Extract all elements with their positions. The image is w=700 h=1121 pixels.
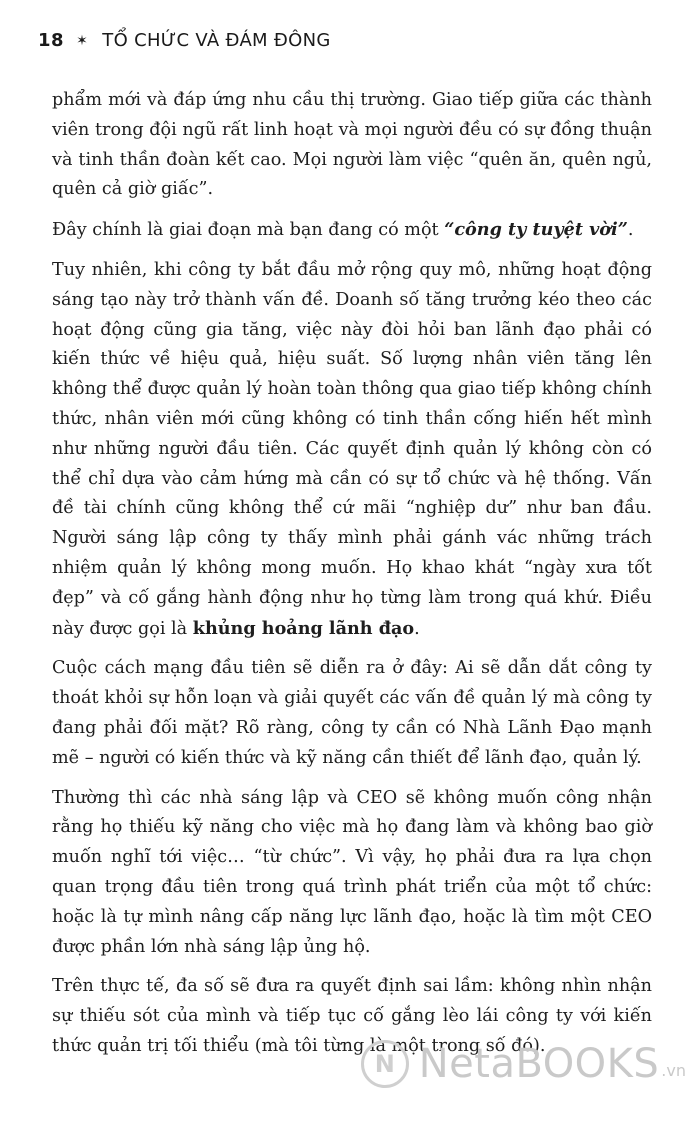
paragraph: Thường thì các nhà sáng lập và CEO sẽ không muốn công nhận rằng họ thiếu kỹ năng cho việc mà họ đang làm và không bao giờ muốn nghĩ tới việc… “từ chức”. Vì vậy, họ phải đưa ra lựa chọn quan trọng đầu tiên trong quá trình phát triển của một tổ chức: hoặc là tự mình nâng cấp năng lực lãnh đạo, hoặc là tìm một CEO được phần lớn nhà sáng lập ủng hộ. (52, 787, 652, 957)
running-title: TỔ CHỨC VÀ ĐÁM ĐÔNG (102, 30, 331, 51)
text-run: Tuy nhiên, khi công ty bắt đầu mở rộng quy mô, những hoạt động sáng tạo này trở thành vấn đề. Doanh số tăng trưởng kéo theo các hoạt động cũng gia tăng, việc này đòi hỏi ban lãnh đạo phải có kiến thức về hiệu quả, hiệu suất. Số lượng nhân viên tăng lên không thể được quản lý hoàn toàn thông qua giao tiếp không chính thức, nhân viên mới cũng không có tinh thần cống hiến hết mình như những người đầu tiên. Các quyết định quản lý không còn có thể chỉ dựa vào cảm hứng mà cần có sự tổ chức và hệ thống. Vấn đề tài chính cũng không thể cứ mãi “nghiệp dư” như ban đầu. Người sáng lập công ty thấy mình phải gánh vác những trách nhiệm quản lý không mong muốn. Họ khao khát “ngày xưa tốt đẹp” và cố gắng hành động như họ từng làm trong quá khứ. Điều này được gọi là (52, 259, 652, 639)
text-run: . (627, 220, 634, 241)
paragraph (52, 256, 652, 644)
paragraph (52, 215, 652, 246)
watermark (361, 1040, 686, 1088)
text-run: Đây chính là giai đoạn mà bạn đang có một (52, 220, 445, 241)
netabooks-logo-icon: N (361, 1040, 409, 1088)
body-text (52, 86, 652, 1072)
emphasis-text: “công ty tuyệt vời” (444, 219, 628, 241)
paragraph: Trên thực tế, đa số sẽ đưa ra quyết định sai lầm: không nhìn nhận sự thiếu sót của mình và tiếp tục cố gắng lèo lái công ty với kiến thức quản trị tối thiểu (mà tôi từng là một trong số đó). (52, 976, 652, 1056)
star-icon: ✶ (76, 32, 89, 49)
bold-term: khủng hoảng lãnh đạo (192, 617, 415, 639)
watermark-suffix: .vn (661, 1061, 686, 1080)
watermark-text: NetaBOOKS (418, 1041, 660, 1087)
text-run: . (414, 618, 420, 639)
page-header (38, 30, 331, 51)
paragraph: Cuộc cách mạng đầu tiên sẽ diễn ra ở đây: Ai sẽ dẫn dắt công ty thoát khỏi sự hỗn loạn và giải quyết các vấn đề quản lý mà công ty đang phải đối mặt? Rõ ràng, công ty cần có Nhà Lãnh Đạo mạnh mẽ – người có kiến thức và kỹ năng cần thiết để lãnh đạo, quản lý. (52, 658, 652, 768)
page-number: 18 (38, 30, 65, 51)
paragraph: phẩm mới và đáp ứng nhu cầu thị trường. Giao tiếp giữa các thành viên trong đội ngũ rất linh hoạt và mọi người đều có sự đồng thuận và tinh thần đoàn kết cao. Mọi người làm việc “quên ăn, quên ngủ, quên cả giờ giấc”. (52, 90, 652, 200)
